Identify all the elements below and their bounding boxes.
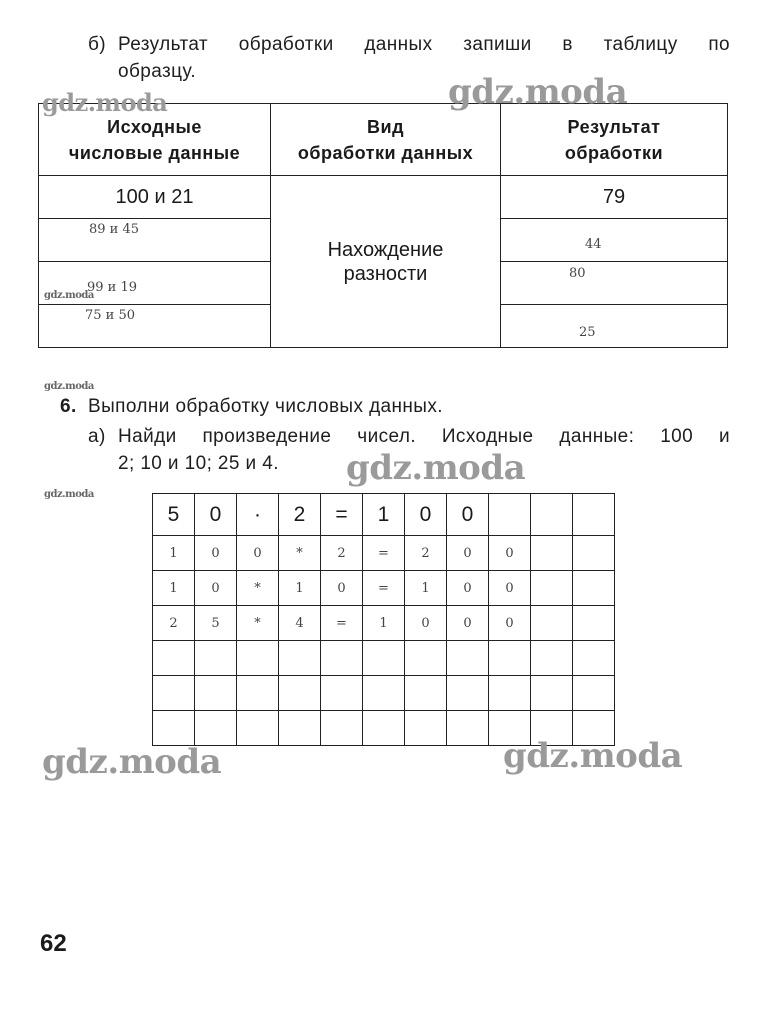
grid-cell-printed: 1	[363, 494, 405, 536]
grid-cell-printed: ·	[237, 494, 279, 536]
grid-cell	[573, 676, 615, 711]
grid-cell: 0	[195, 571, 237, 606]
grid-cell	[489, 641, 531, 676]
grid-cell	[195, 711, 237, 746]
operation-line1: Нахождение	[327, 238, 444, 261]
grid-cell-printed: 0	[447, 494, 489, 536]
grid-cell	[531, 606, 573, 641]
grid-cell	[195, 641, 237, 676]
header-result-line2: обработки	[564, 142, 664, 163]
watermark: gdz.moda	[448, 72, 628, 112]
hand-result-cell: 25	[501, 305, 728, 348]
grid-cell	[321, 641, 363, 676]
grid-cell-printed	[489, 494, 531, 536]
grid-cell: 0	[405, 606, 447, 641]
grid-cell	[237, 641, 279, 676]
grid-cell-printed: 5	[153, 494, 195, 536]
watermark: gdz.moda	[44, 290, 94, 301]
watermark: gdz.moda	[44, 489, 94, 500]
operation-line2: разности	[343, 262, 428, 285]
grid-cell	[531, 536, 573, 571]
task-b-text-line1: Результат обработки данных запиши в таблицу по	[118, 34, 730, 55]
hand-input-cell: 75 и 50	[39, 305, 271, 348]
grid-cell	[531, 641, 573, 676]
grid-cell	[405, 676, 447, 711]
answer-grid	[152, 493, 615, 746]
grid-cell	[153, 711, 195, 746]
grid-cell: 2	[153, 606, 195, 641]
input-cell: 100 и 21	[39, 176, 271, 219]
grid-cell	[237, 711, 279, 746]
grid-cell	[573, 606, 615, 641]
grid-cell: =	[321, 606, 363, 641]
grid-cell-printed	[573, 494, 615, 536]
grid-cell: 1	[405, 571, 447, 606]
grid-cell: 0	[489, 571, 531, 606]
grid-cell	[573, 641, 615, 676]
grid-cell	[405, 711, 447, 746]
grid-cell: =	[363, 536, 405, 571]
grid-cell: 4	[279, 606, 321, 641]
grid-cell: 1	[363, 606, 405, 641]
grid-cell: =	[363, 571, 405, 606]
grid-cell: 0	[489, 536, 531, 571]
grid-cell	[531, 676, 573, 711]
grid-cell: 0	[447, 571, 489, 606]
grid-cell	[573, 536, 615, 571]
task-b-text-line2: образцу.	[118, 61, 197, 82]
grid-cell	[405, 641, 447, 676]
watermark: gdz.moda	[503, 736, 683, 776]
grid-cell	[153, 676, 195, 711]
grid-cell: *	[279, 536, 321, 571]
header-type-line2: обработки данных	[297, 142, 474, 163]
grid-cell	[153, 641, 195, 676]
grid-cell	[531, 571, 573, 606]
grid-cell: 2	[321, 536, 363, 571]
grid-cell: 5	[195, 606, 237, 641]
grid-cell-printed	[531, 494, 573, 536]
grid-cell: 1	[153, 571, 195, 606]
grid-cell-printed: 0	[195, 494, 237, 536]
header-input-line1: Исходные	[107, 116, 202, 137]
grid-cell	[279, 676, 321, 711]
hand-result-cell: 80	[501, 262, 728, 305]
task6a-label: а)	[88, 426, 106, 447]
grid-cell	[363, 676, 405, 711]
grid-cell: 0	[237, 536, 279, 571]
watermark: gdz.moda	[346, 448, 526, 488]
watermark: gdz.moda	[42, 742, 222, 782]
header-processing-type	[271, 104, 501, 176]
watermark: gdz.moda	[42, 88, 168, 117]
hand-result-cell: 44	[501, 219, 728, 262]
task6-number: 6.	[60, 396, 77, 417]
grid-cell	[447, 676, 489, 711]
grid-cell	[363, 641, 405, 676]
table-row	[39, 176, 728, 219]
grid-cell: 0	[447, 606, 489, 641]
page-number: 62	[40, 930, 67, 957]
grid-cell	[447, 641, 489, 676]
hand-input-cell: 99 и 19	[39, 262, 271, 305]
grid-cell	[237, 676, 279, 711]
grid-cell: 0	[195, 536, 237, 571]
task6a-text-line1: Найди произведение чисел. Исходные данные: 100 и	[118, 426, 730, 447]
grid-cell	[447, 711, 489, 746]
grid-cell	[279, 711, 321, 746]
grid-cell-printed: =	[321, 494, 363, 536]
grid-cell: 1	[279, 571, 321, 606]
grid-cell: 0	[321, 571, 363, 606]
watermark: gdz.moda	[44, 381, 94, 392]
task6a-text-line2: 2; 10 и 10; 25 и 4.	[118, 453, 279, 474]
grid-cell: 0	[489, 606, 531, 641]
grid-cell	[195, 676, 237, 711]
grid-cell: 0	[447, 536, 489, 571]
grid-cell	[321, 711, 363, 746]
operation-cell	[271, 176, 501, 348]
grid-cell	[279, 641, 321, 676]
hand-input-cell: 89 и 45	[39, 219, 271, 262]
grid-cell	[321, 676, 363, 711]
header-input-line2: числовые данные	[68, 142, 241, 163]
grid-cell: *	[237, 606, 279, 641]
grid-cell	[489, 676, 531, 711]
header-result	[501, 104, 728, 176]
grid-cell: 2	[405, 536, 447, 571]
grid-cell: *	[237, 571, 279, 606]
header-result-line1: Результат	[567, 116, 661, 137]
grid-cell	[573, 571, 615, 606]
data-processing-table	[38, 103, 728, 348]
grid-cell-printed: 2	[279, 494, 321, 536]
header-type-line1: Вид	[367, 116, 404, 137]
grid-cell: 1	[153, 536, 195, 571]
grid-cell-printed: 0	[405, 494, 447, 536]
task-b-label: б)	[88, 34, 107, 55]
grid-cell	[363, 711, 405, 746]
result-cell: 79	[501, 176, 728, 219]
task6-title: Выполни обработку числовых данных.	[88, 396, 443, 417]
